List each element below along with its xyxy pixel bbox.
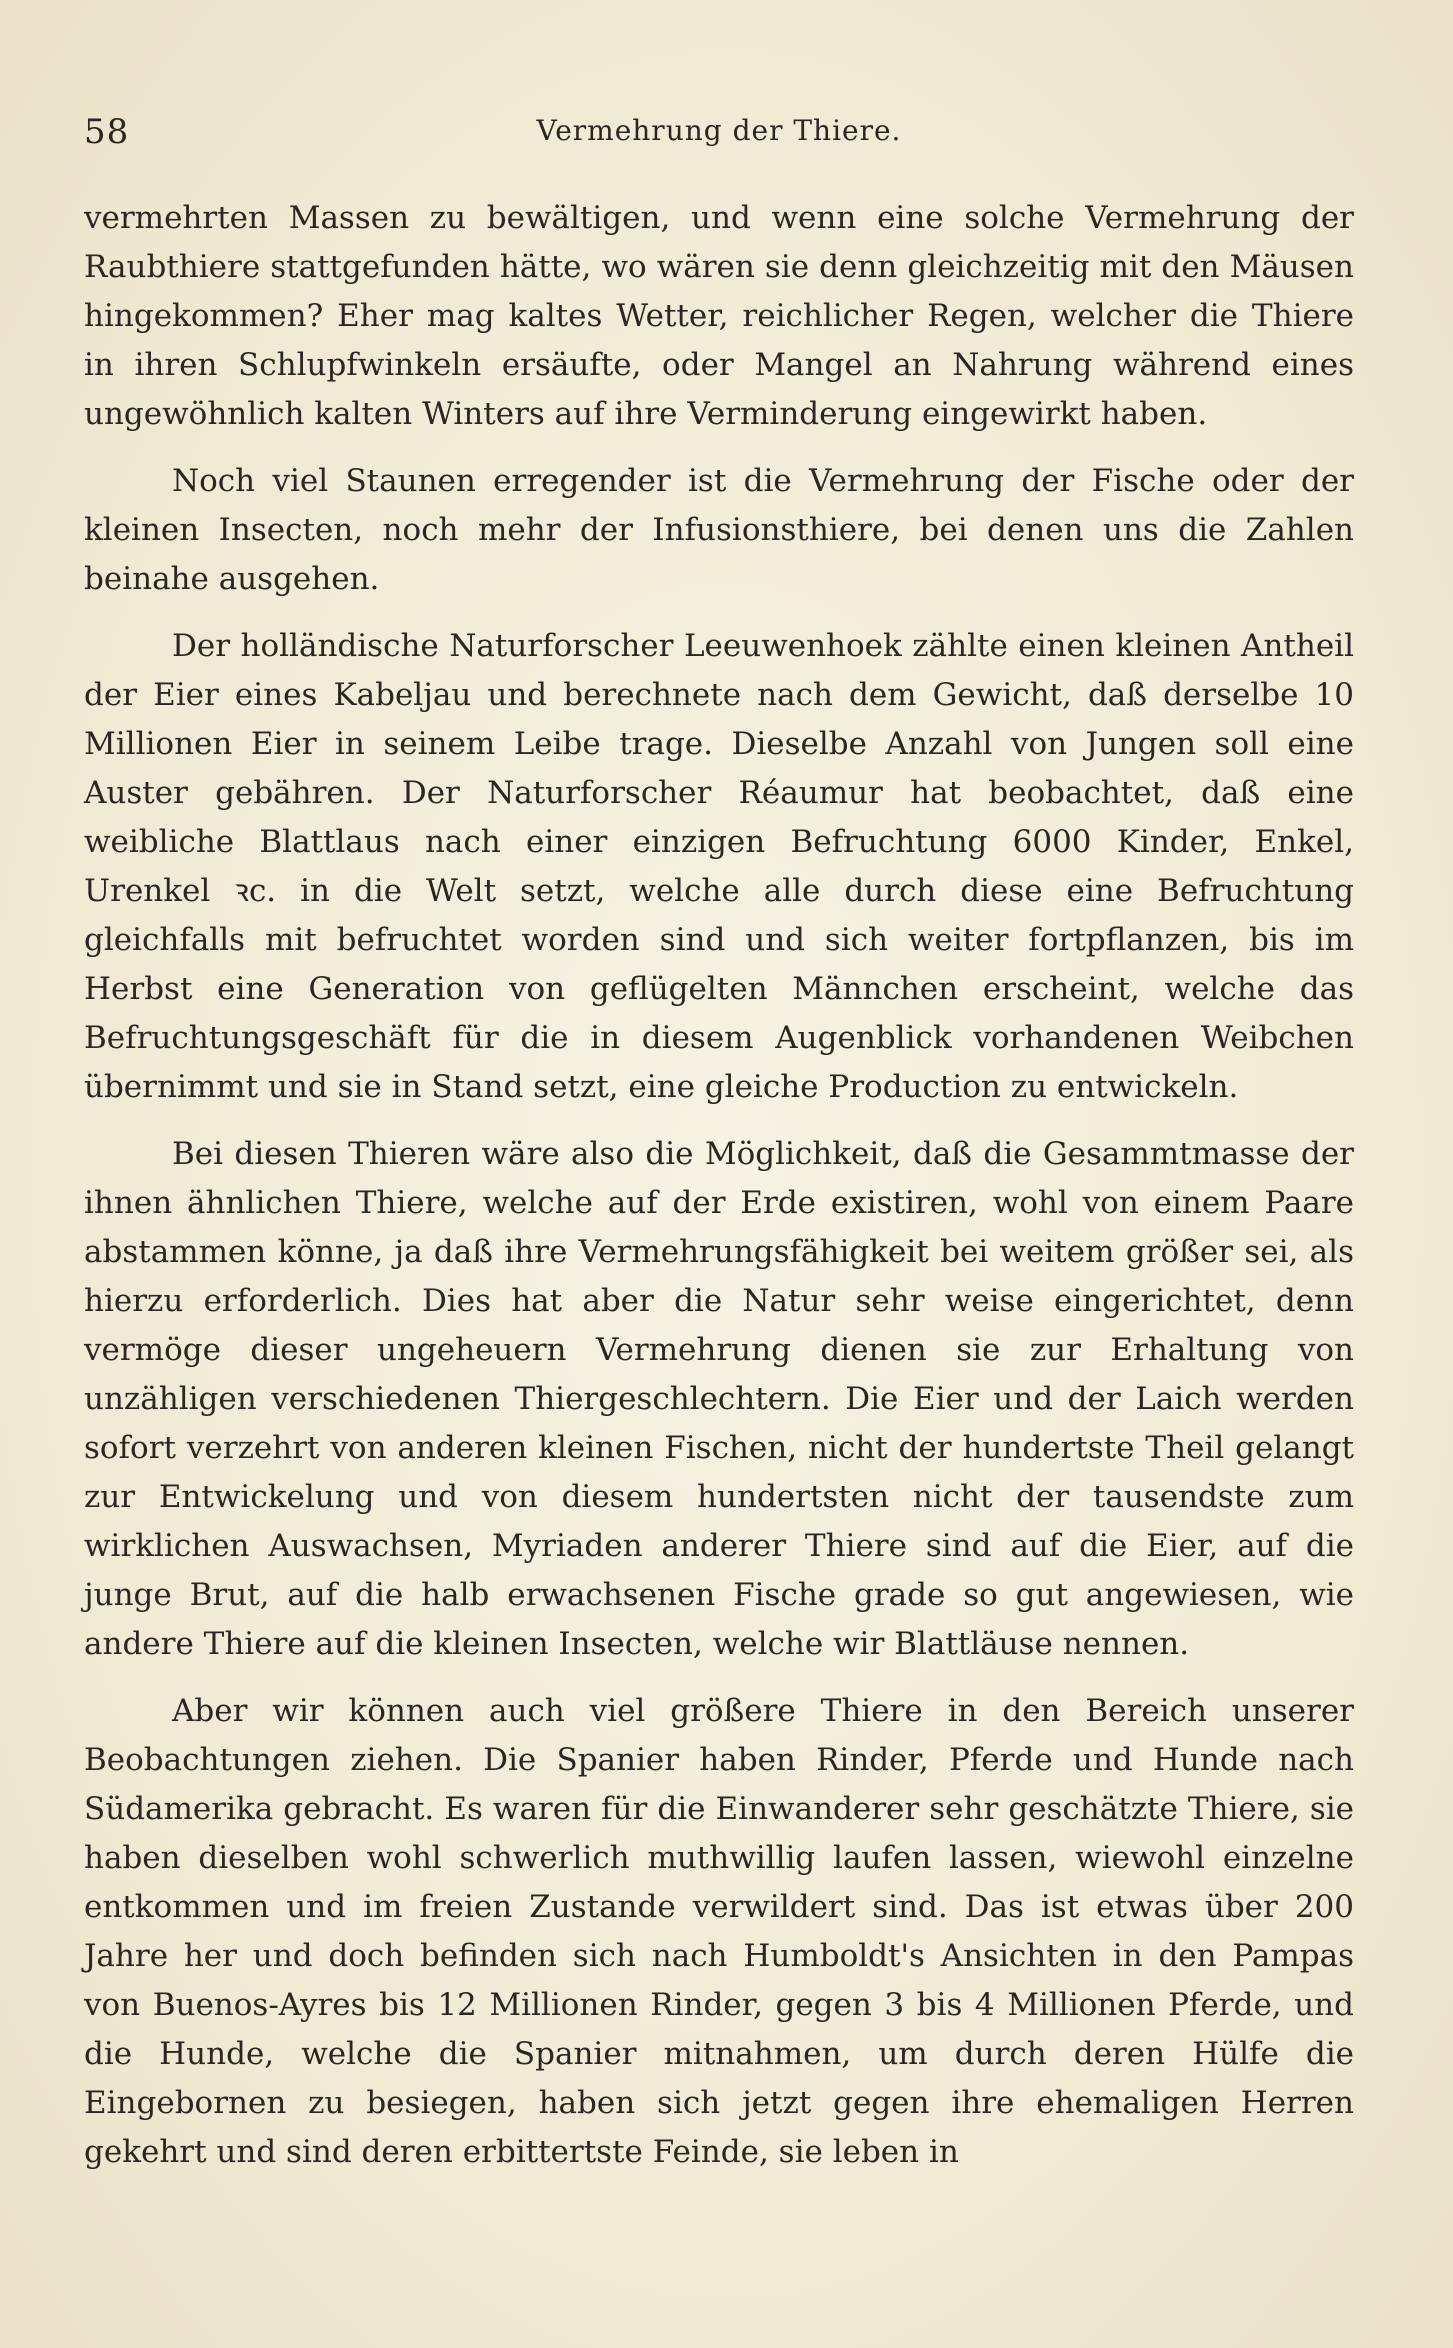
paragraph-continued: vermehrten Massen zu bewältigen, und wenn eine solche Vermehrung der Raubthiere stattgefunden hätte, wo wären sie denn gleichzeitig mit den Mäusen hingekommen? Eher mag kaltes Wetter, reichlicher Regen, welcher die Thiere in ihren Schlupfwinkeln ersäufte, oder Mangel an Nahrung während eines ungewöhnlich kalten Winters auf ihre Verminderung eingewirkt haben.	[84, 200, 1354, 432]
book-page	[84, 100, 1354, 2195]
paragraph-south-america: Aber wir können auch viel größere Thiere in den Bereich unserer Beobachtungen ziehen. Die Spanier haben Rinder, Pferde und Hunde nach Südamerika gebracht. Es waren für die Einwanderer sehr geschätzte Thiere, sie haben dieselben wohl schwerlich muthwillig laufen lassen, wiewohl einzelne entkommen und im freien Zustande verwildert sind. Das ist etwas über 200 Jahre her und doch befinden sich nach Humboldt's Ansichten in den Pampas von Buenos-Ayres bis 12 Millionen Rinder, gegen 3 bis 4 Millionen Pferde, und die Hunde, welche die Spanier mitnahmen, um durch deren Hülfe die Eingebornen zu besiegen, haben sich jetzt gegen ihre ehemaligen Herren gekehrt und sind deren erbittertste Feinde, sie leben in	[84, 1693, 1354, 2170]
paragraph-fish-insects: Noch viel Staunen erregender ist die Vermehrung der Fische oder der kleinen Insecten, noch mehr der Infusionsthiere, bei denen uns die Zahlen beinahe ausgehen.	[84, 463, 1354, 597]
paragraph-nature-balance: Bei diesen Thieren wäre also die Möglichkeit, daß die Gesammtmasse der ihnen ähnlichen Thiere, welche auf der Erde existiren, wohl von einem Paare abstammen könne, ja daß ihre Vermehrungsfähigkeit bei weitem größer sei, als hierzu erforderlich. Dies hat aber die Natur sehr weise eingerichtet, denn vermöge dieser ungeheuern Vermehrung dienen sie zur Erhaltung von unzähligen verschiedenen Thiergeschlechtern. Die Eier und der Laich werden sofort verzehrt von anderen kleinen Fischen, nicht der hundertste Theil gelangt zur Entwickelung und von diesem hundertsten nicht der tausendste zum wirklichen Auswachsen, Myriaden anderer Thiere sind auf die Eier, auf die junge Brut, auf die halb erwachsenen Fische grade so gut angewiesen, wie andere Thiere auf die kleinen Insecten, welche wir Blattläuse nennen.	[84, 1136, 1354, 1662]
running-title: Vermehrung der Thiere.	[536, 114, 902, 147]
page-number: 58	[84, 112, 130, 152]
body-text	[84, 194, 1354, 2177]
page-header	[84, 100, 1354, 164]
paragraph-leeuwenhoek: Der holländische Naturforscher Leeuwenhoek zählte einen kleinen Antheil der Eier eines Kabeljau und berechnete nach dem Gewicht, daß derselbe 10 Millionen Eier in seinem Leibe trage. Dieselbe Anzahl von Jungen soll eine Auster gebähren. Der Naturforscher Réaumur hat beobachtet, daß eine weibliche Blattlaus nach einer einzigen Befruchtung 6000 Kinder, Enkel, Urenkel ꝛc. in die Welt setzt, welche alle durch diese eine Befruchtung gleichfalls mit befruchtet worden sind und sich weiter fortpflanzen, bis im Herbst eine Generation von geflügelten Männchen erscheint, welche das Befruchtungsgeschäft für die in diesem Augenblick vorhandenen Weibchen übernimmt und sie in Stand setzt, eine gleiche Production zu entwickeln.	[84, 628, 1354, 1105]
